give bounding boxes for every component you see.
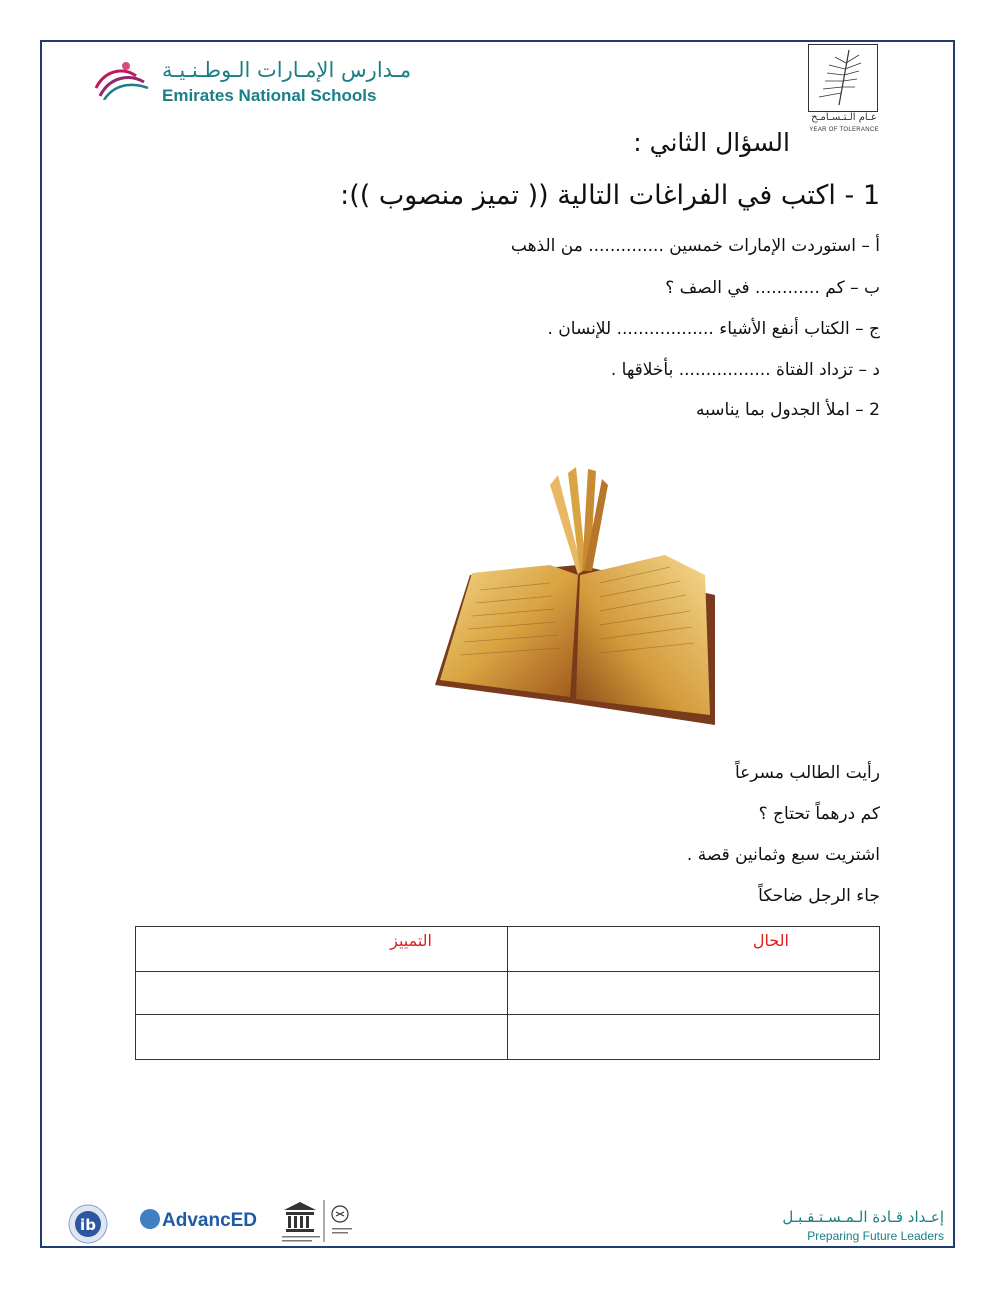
school-name-ar: مـدارس الإمـارات الـوطـنـيـة [162, 58, 412, 82]
fill-item-b: ب – كم ............ في الصف ؟ [665, 278, 880, 298]
col-hal-header: الحال [508, 927, 880, 972]
ib-logo-icon [68, 1204, 108, 1244]
question-title: السؤال الثاني : [633, 128, 790, 157]
fill-item-c: ج – الكتاب أنفع الأشياء .................. للإنسان . [547, 319, 880, 339]
sentence-1: رأيت الطالب مسرعاً [734, 763, 880, 783]
advanced-text: AdvancED [162, 1210, 258, 1231]
globe-icon [140, 1209, 160, 1229]
year-of-tolerance-logo [808, 44, 878, 112]
tolerance-en: YEAR OF TOLERANCE [809, 127, 879, 133]
fill-item-a: أ – استوردت الإمارات خمسين .............. من الذهب [510, 236, 880, 256]
svg-text:ib: ib [80, 1216, 96, 1234]
ens-logo-icon [92, 58, 152, 100]
answer-table [135, 926, 880, 1060]
part1-title: 1 - اكتب في الفراغات التالية (( تميز منصوب )): [340, 180, 880, 211]
answer-cell-hal-2[interactable] [508, 1015, 880, 1060]
sentence-3: اشتريت سبع وثمانين قصة . [686, 845, 880, 865]
answer-cell-tamyeez-2[interactable] [136, 1015, 508, 1060]
tolerance-ar: عـام الـتـسـامـح [811, 112, 877, 123]
answer-cell-hal-1[interactable] [508, 972, 880, 1015]
sentence-2: كم درهماً تحتاج ؟ [758, 804, 880, 824]
fill-item-d: د – تزداد الفتاة ................. بأخلاقها . [610, 360, 880, 380]
tagline-en: Preparing Future Leaders [807, 1229, 944, 1243]
col-tamyeez-header: التمييز [136, 927, 508, 972]
tagline-ar: إعـداد قـادة الـمـسـتـقـبـل [782, 1208, 944, 1226]
part2-title: 2 – املأ الجدول بما يناسبه [696, 400, 880, 420]
open-book-image [430, 465, 720, 730]
school-name-en: Emirates National Schools [162, 86, 377, 105]
answer-cell-tamyeez-1[interactable] [136, 972, 508, 1015]
advanced-logo [140, 1209, 257, 1232]
ghaf-tree-icon [809, 45, 876, 110]
unesco-logo-icon [280, 1198, 370, 1248]
sentence-4: جاء الرجل ضاحكاً [758, 886, 880, 906]
